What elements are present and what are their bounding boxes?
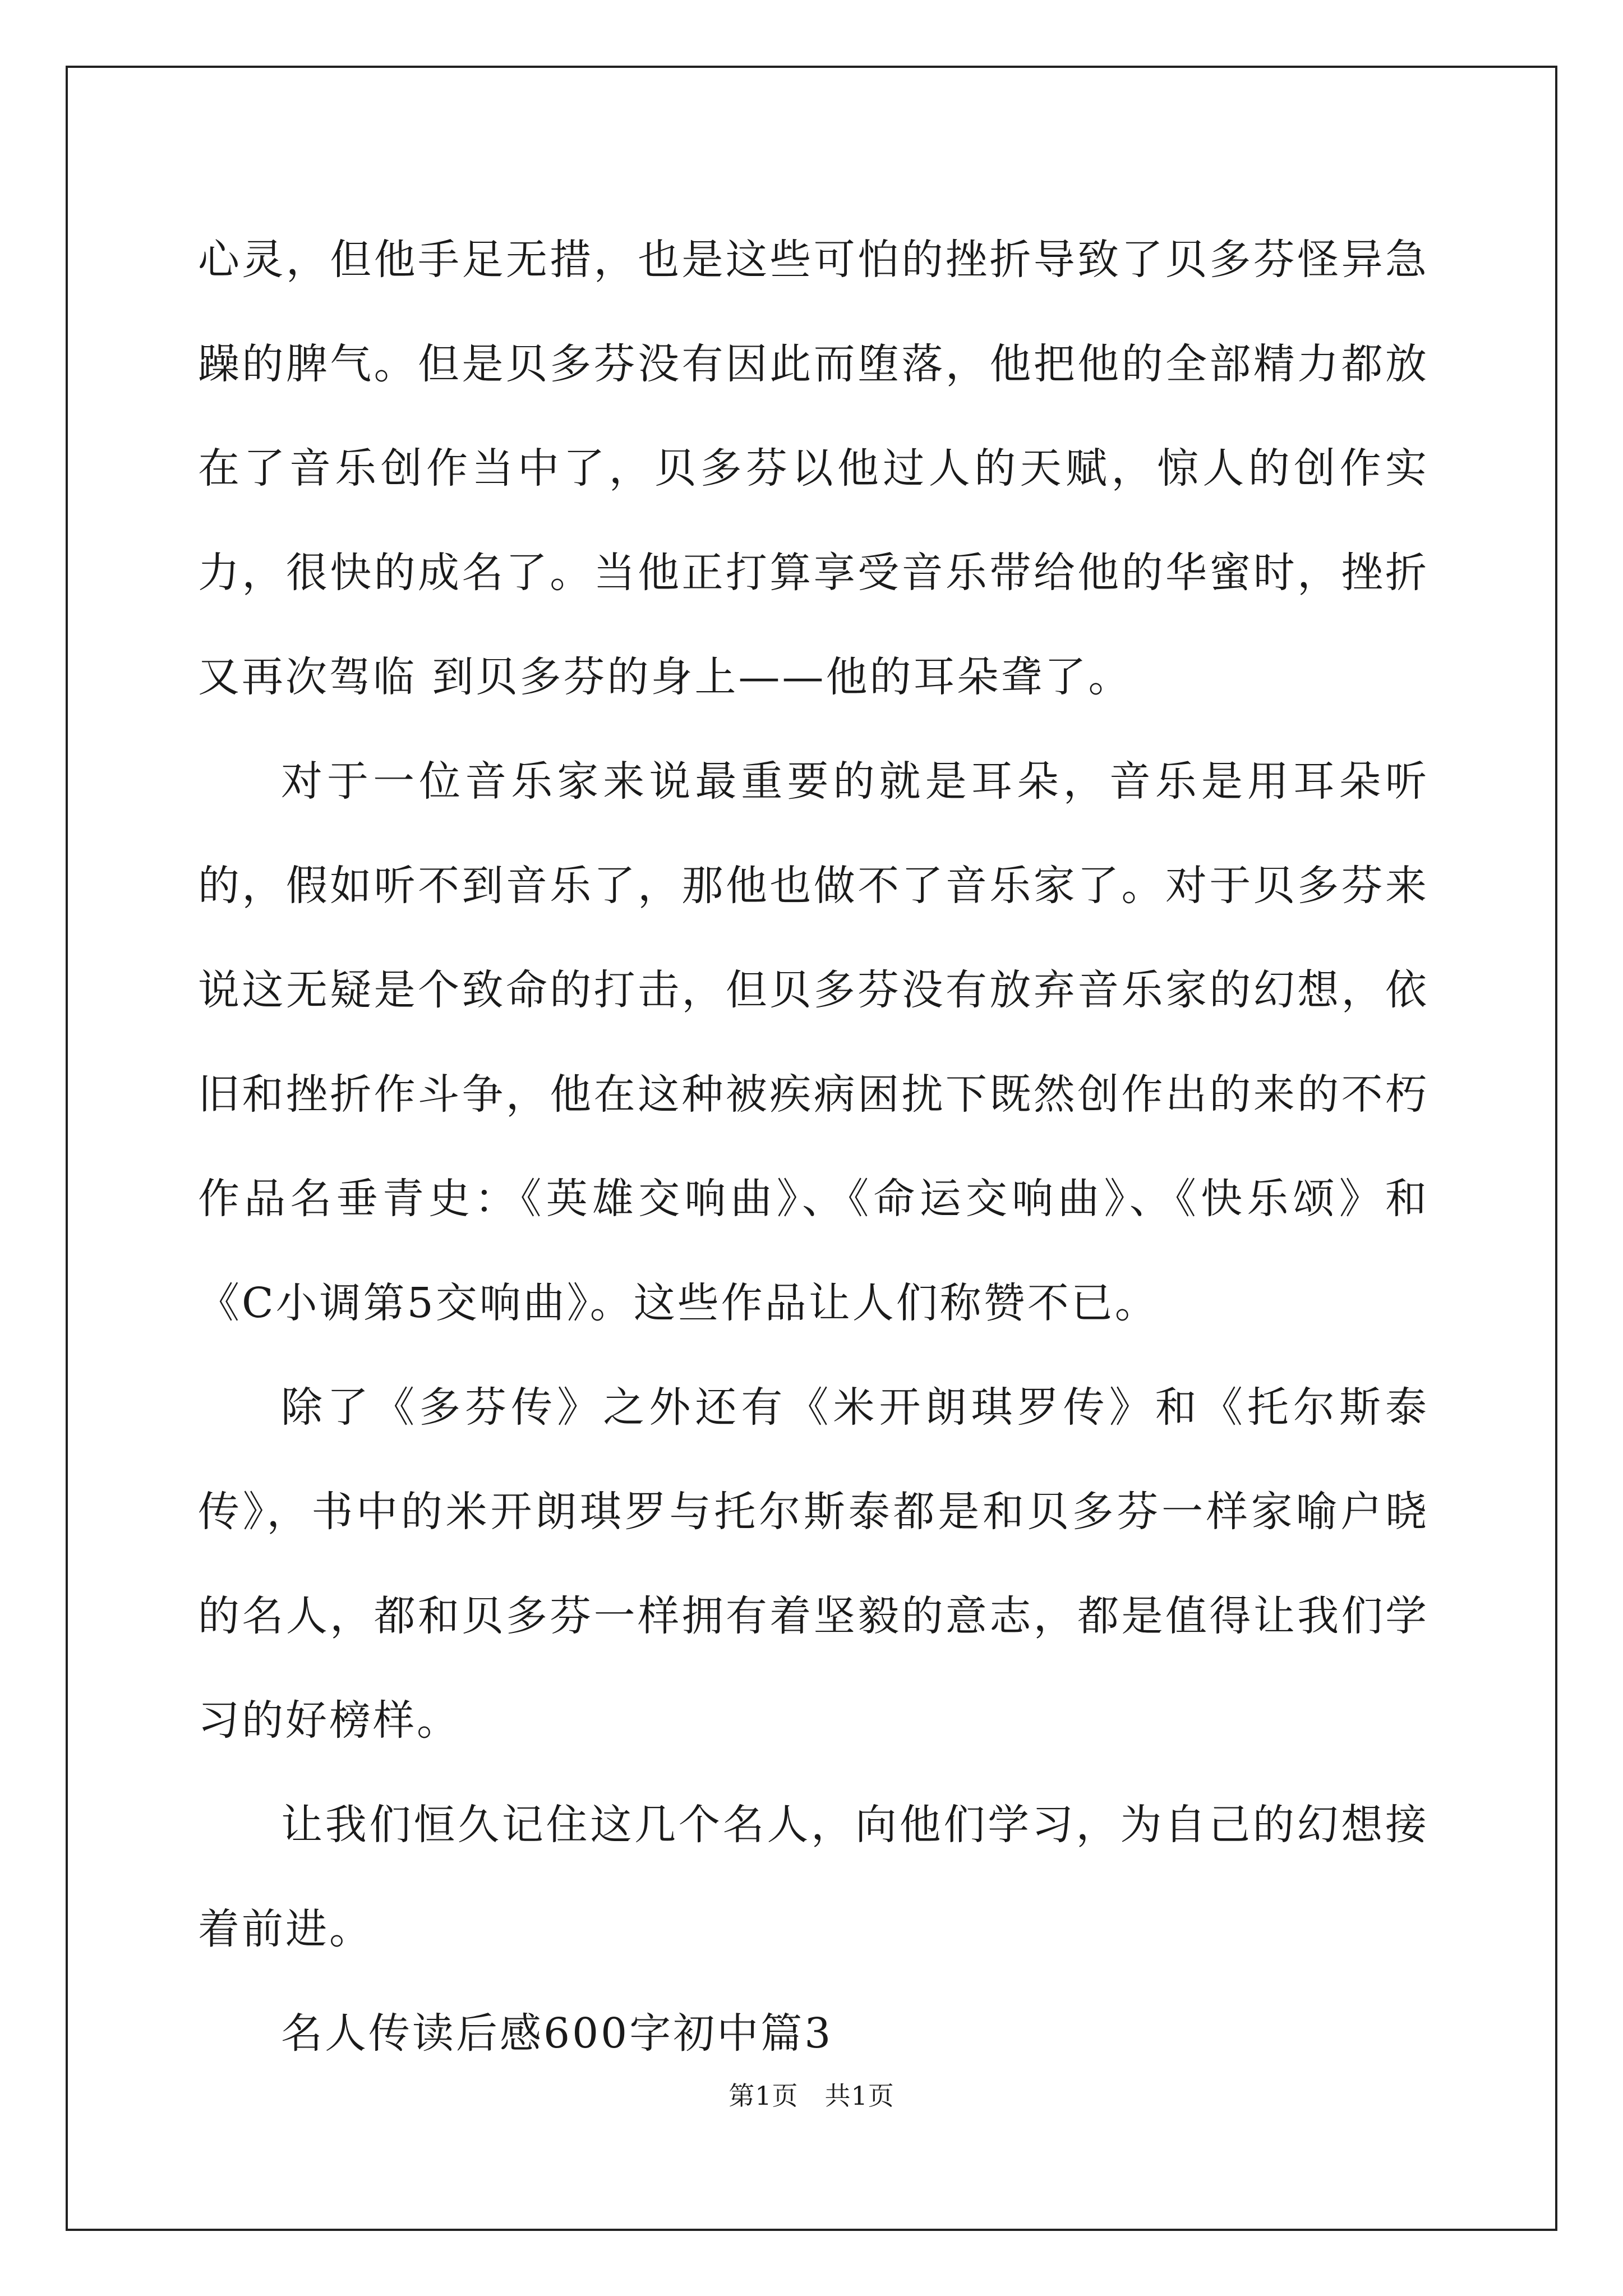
- document-body: [198, 208, 1429, 2086]
- section-heading: 名人传读后感600字初中篇3: [281, 2009, 833, 2058]
- paragraph-4: 让我们恒久记住这几个名人，向他们学习，为自己的幻想接着前进。: [198, 1801, 1429, 1953]
- paragraph-3: 除了《多芬传》之外还有《米开朗琪罗传》和《托尔斯泰传》，书中的米开朗琪罗与托尔斯泰都是和贝多芬一样家喻户晓的名人，都和贝多芬一样拥有着坚毅的意志，都是值得让我们学习的好榜样。: [198, 1383, 1429, 1745]
- paragraph-1: 心灵，但他手足无措，也是这些可怕的挫折导致了贝多芬怪异急躁的脾气。但是贝多芬没有因此而堕落，他把他的全部精力都放在了音乐创作当中了，贝多芬以他过人的天赋，惊人的创作实力，很快的成名了。当他正打算享受音乐带给他的华蜜时，挫折又再次驾临 到贝多芬的身上——他的耳朵聋了。: [198, 236, 1429, 701]
- page-footer: [0, 2079, 1623, 2113]
- paragraph-2: 对于一位音乐家来说最重要的就是耳朵，音乐是用耳朵听的，假如听不到音乐了，那他也做不了音乐家了。对于贝多芬来说这无疑是个致命的打击，但贝多芬没有放弃音乐家的幻想，依旧和挫折作斗争，他在这种被疾病困扰下既然创作出的来的不朽作品名垂青史：《英雄交响曲》、《命运交响曲》、《快乐颂》和《C小调第5交响曲》。这些作品让人们称赞不已。: [198, 757, 1429, 1327]
- page-number: 第1页: [728, 2081, 799, 2111]
- page-total: 共1页: [824, 2081, 895, 2111]
